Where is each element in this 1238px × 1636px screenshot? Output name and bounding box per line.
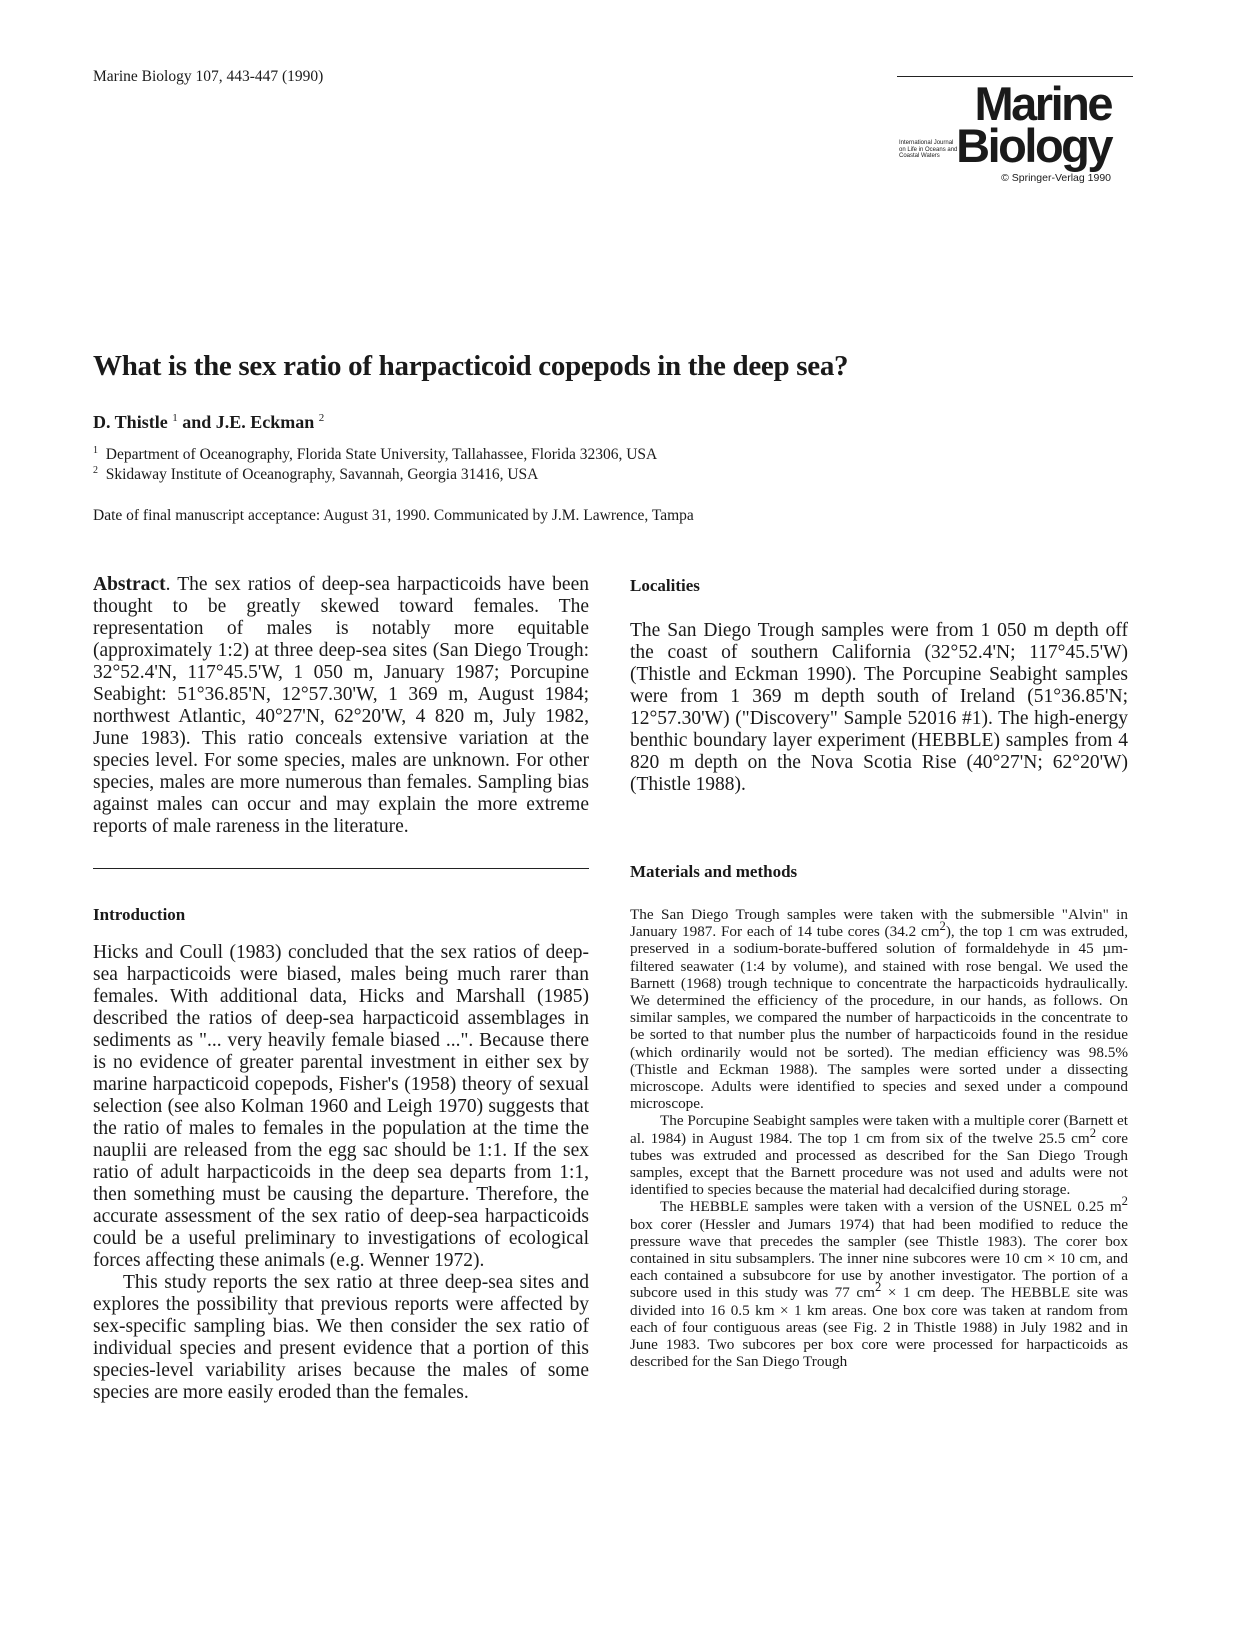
localities-body xyxy=(630,620,1128,796)
author-name: D. Thistle xyxy=(93,412,168,432)
affiliation xyxy=(93,446,657,464)
section-heading-methods: Materials and methods xyxy=(630,862,798,881)
article-title: What is the sex ratio of harpacticoid copepods in the deep sea? xyxy=(93,350,849,382)
methods-body xyxy=(630,906,1128,1370)
abstract-text: . The sex ratios of deep-sea harpacticoids have been thought to be greatly skewed toward females. The representation of males is notably more equitable (approximately 1:2) at three deep-sea sites (San Diego Trough: 32°52.4'N, 117°45.5'W, 1 050 m, January 1987; Porcupine Seabight: 51°36.85'N, 12°57.30'W, 1 369 m, August 1984; northwest Atlantic, 40°27'N, 62°20'W, 4 820 m, July 1982, June 1983). This ratio conceals extensive variation at the species level. For some species, males are unknown. For other species, males are more numerous than females. Sampling bias against males can occur and may explain the more extreme reports of male rareness in the literature. xyxy=(93,574,589,837)
paragraph: This study reports the sex ratio at three deep-sea sites and explores the possibility that previous reports were affected by sex-specific sampling bias. We then consider the sex ratio of individual species and present evidence that a portion of this species-level variability arises because the males of some species are more easily eroded than the females. xyxy=(93,1272,589,1403)
introduction-body xyxy=(93,942,589,1404)
author-line xyxy=(93,412,324,433)
affiliation-text: Department of Oceanography, Florida State University, Tallahassee, Florida 32306, USA xyxy=(105,446,658,463)
section-heading-introduction: Introduction xyxy=(93,905,186,924)
affiliation-marker: 2 xyxy=(93,464,98,476)
journal-logo xyxy=(897,70,1133,190)
paragraph: Hicks and Coull (1983) concluded that the sex ratios of deep-sea harpacticoids were biased, males being much rarer than females. With additional data, Hicks and Marshall (1985) described the ratios of deep-sea harpacticoid assemblages in sediments as "... very heavily female biased ...". Because there is no evidence of greater parental investment in either sex by marine harpacticoid copepods, Fisher's (1958) theory of sexual selection (see also Kolman 1960 and Leigh 1970) suggests that the ratio of males to females in the population at the time the nauplii are released from the egg sac should be 1:1. If the sex ratio of adult harpacticoids in the deep sea departs from 1:1, then something must be causing the departure. Therefore, the accurate assessment of the sex ratio of deep-sea harpacticoids could be a useful preliminary to investigations of ecological forces affecting these animals (e.g. Wenner 1972). xyxy=(93,942,589,1271)
paragraph: The HEBBLE samples were taken with a version of the USNEL 0.25 $m^2$ box corer (Hessler and Jumars 1974) that had been modified to reduce the pressure wave that precedes the sampler (see Thistle 1983). The corer box contained in situ subsamplers. The inner nine subcores were 10 cm × 10 cm, and each contained a subsubcore for use by another investigator. The portion of a subcore used in this study was 77 $cm^2 \times 1$ cm deep. The HEBBLE site was divided into 16 0.5 km × 1 km areas. One box core was taken at random from each of four contiguous areas (see Fig. 2 in Thistle 1988) in July 1982 and in June 1983. Two subcores per box core were processed for harpacticoids as described for the San Diego Trough xyxy=(630,1194,1128,1371)
acceptance-line: Date of final manuscript acceptance: August 31, 1990. Communicated by J.M. Lawrence, Tampa xyxy=(93,507,694,524)
paragraph: The San Diego Trough samples were from 1 050 m depth off the coast of southern California (32°52.4'N; 117°45.5'W) (Thistle and Eckman 1990). The Porcupine Seabight samples were from 1 369 m depth south of Ireland (51°36.85'N; 12°57.30'W) ("Discovery" Sample 52016 #1). The high-energy benthic boundary layer experiment (HEBBLE) samples from 4 820 m depth on the Nova Scotia Rise (40°27'N; 62°20'W) (Thistle 1988). xyxy=(630,620,1128,795)
affiliation-marker: 1 xyxy=(93,444,98,456)
abstract-label: Abstract xyxy=(93,574,166,595)
author-affiliation-marker: 2 xyxy=(318,412,325,424)
logo-tagline: International Journal on Life in Oceans and Coastal Waters xyxy=(899,140,958,159)
author-and: and xyxy=(182,412,212,432)
affiliation xyxy=(93,466,538,484)
copyright-notice: © Springer-Verlag 1990 xyxy=(1001,172,1111,184)
section-divider xyxy=(93,868,589,869)
paragraph: The Porcupine Seabight samples were taken with a multiple corer (Barnett et al. 1984) in August 1984. The top 1 cm from six of the twelve 25.5 $cm^2$ core tubes was extruded and processed as described for the San Diego Trough samples, except that the Barnett procedure was not used and adults were not identified to species because the material had decalcified during storage. xyxy=(630,1112,1128,1199)
author-name: J.E. Eckman xyxy=(215,412,315,432)
logo-word-biology: Biology xyxy=(956,119,1111,172)
abstract xyxy=(93,574,589,838)
affiliation-text: Skidaway Institute of Oceanography, Savannah, Georgia 31416, USA xyxy=(105,466,539,483)
logo-word-marine: Marine xyxy=(974,77,1111,130)
author-affiliation-marker: 1 xyxy=(172,412,178,424)
journal-citation: Marine Biology 107, 443-447 (1990) xyxy=(93,68,324,85)
paragraph: The San Diego Trough samples were taken with the submersible "Alvin" in January 1987. For each of 14 tube cores (34.2 $cm^2$), the top 1 cm was extruded, preserved in a sodium-borate-buffered solution of formaldehyde in 45 µm-filtered seawater (1:4 by volume), and stained with rose bengal. We used the Barnett (1968) trough technique to concentrate the harpacticoids hydraulically. We determined the efficiency of the procedure, in our hands, as follows. On similar samples, we compared the number of harpacticoids in the concentrate to be sorted to that number plus the number of harpacticoids found in the residue (which ordinarily would not be sorted). The median efficiency was 98.5% (Thistle and Eckman 1988). The samples were sorted under a dissecting microscope. Adults were identified to species and sexed under a compound microscope. xyxy=(630,906,1129,1113)
section-heading-localities: Localities xyxy=(630,576,700,595)
